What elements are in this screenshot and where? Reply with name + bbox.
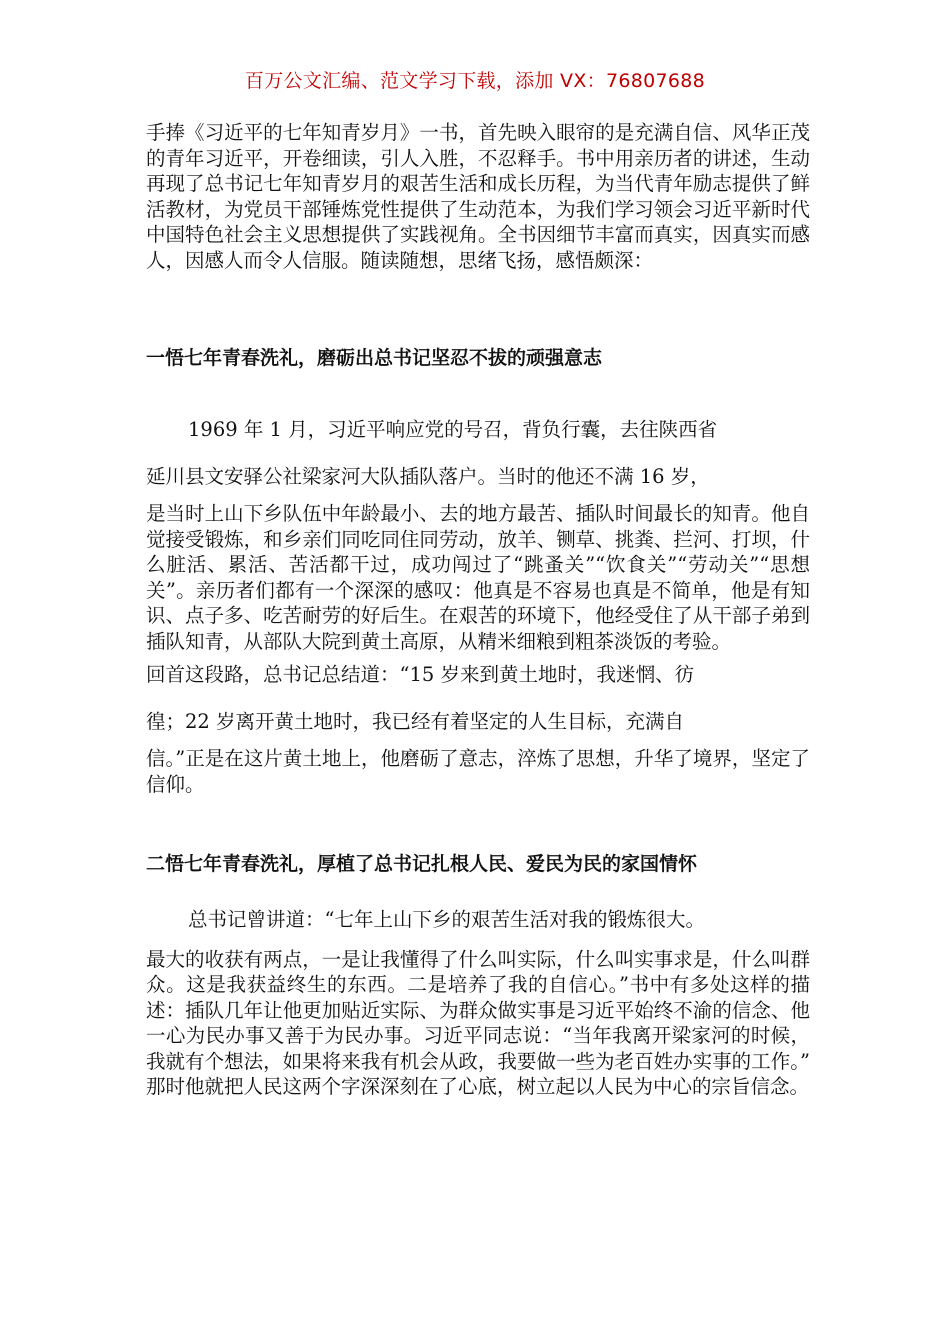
section-1-closing: 信。”正是在这片黄土地上，他磨砺了意志，淬炼了思想，升华了境界，坚定了信仰。 xyxy=(146,747,810,796)
section-1-line-2: 延川县文安驿公社梁家河大队插队落户。当时的他还不满 16 岁， xyxy=(146,464,710,488)
section-2-line-1: 总书记曾讲道：“七年上山下乡的艰苦生活对我的锻炼很大。 xyxy=(188,908,705,931)
section-1-line-4: 徨；22 岁离开黄土地时，我已经有着坚定的人生目标，充满自 xyxy=(146,709,685,733)
section-2-heading: 二悟七年青春洗礼，厚植了总书记扎根人民、爱民为民的家国情怀 xyxy=(146,853,698,875)
section-1-paragraph: 是当时上山下乡队伍中年龄最小、去的地方最苦、插队时间最长的知青。他自觉接受锻炼，和乡亲们同吃同住同劳动，放羊、铡草、挑粪、拦河、打坝，什么脏活、累活、苦活都干过，成功闯过了“跳蚤关”“饮食关”“劳动关”“思想关”。亲历者们都有一个深深的感叹：他真是不容易也真是不简单，他是有知识、点子多、吃苦耐劳的好后生。在艰苦的环境下，他经受住了从干部子弟到插队知青，从部队大院到黄土高原，从精米细粮到粗茶淡饭的考验。 xyxy=(146,502,810,653)
section-1-line-1: 1969 年 1 月，习近平响应党的号召，背负行囊，去往陕西省 xyxy=(188,418,718,441)
section-1-line-3: 回首这段路，总书记总结道：“15 岁来到黄土地时，我迷惘、彷 xyxy=(146,663,694,686)
intro-paragraph: 手捧《习近平的七年知青岁月》一书，首先映入眼帘的是充满自信、风华正茂的青年习近平，开卷细读，引人入胜，不忍释手。书中用亲历者的讲述，生动再现了总书记七年知青岁月的艰苦生活和成长历程，为当代青年励志提供了鲜活教材，为党员干部锤炼党性提供了生动范本，为我们学习领会习近平新时代中国特色社会主义思想提供了实践视角。全书因细节丰富而真实，因真实而感人，因感人而令人信服。随读随想，思绪飞扬，感悟颇深： xyxy=(146,121,810,272)
watermark-banner: 百万公文汇编、范文学习下载，添加 VX：76807688 xyxy=(244,70,706,92)
section-1-heading: 一悟七年青春洗礼，磨砺出总书记坚忍不拔的顽强意志 xyxy=(146,347,603,369)
section-2-paragraph: 最大的收获有两点，一是让我懂得了什么叫实际，什么叫实事求是，什么叫群众。这是我获益终生的东西。二是培养了我的自信心。”书中有多处这样的描述：插队几年让他更加贴近实际、为群众做实事是习近平始终不渝的信念、他一心为民办事又善于为民办事。习近平同志说：“当年我离开梁家河的时候，我就有个想法，如果将来我有机会从政，我要做一些为老百姓办实事的工作。” 那时他就把人民这两个字深深刻在了心底，树立起以人民为中心的宗旨信念。 xyxy=(146,947,810,1098)
document-body xyxy=(146,120,810,1100)
